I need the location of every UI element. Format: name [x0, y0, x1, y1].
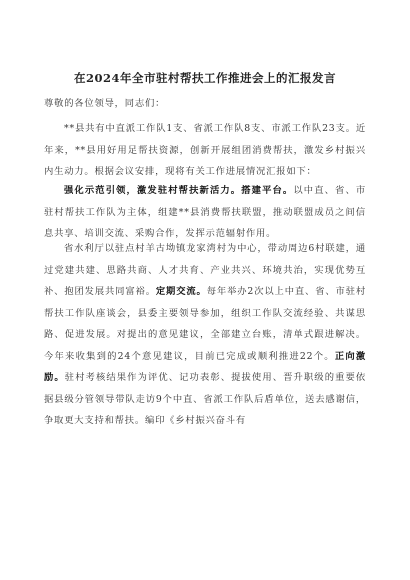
- paragraph-3-heading-positive-incentive: 正向激励。: [44, 350, 366, 383]
- paragraph-3-text-1: 省水利厅以驻点村羊古坳镇龙家湾村为中心，带动周边6村联建，通过党建共建、思路共商、人才共育、产业共兴、环境共治，实现优势互补、抱团发展共同富裕。: [44, 243, 366, 297]
- document-title: 在2024年全市驻村帮扶工作推进会上的汇报发言: [73, 71, 336, 85]
- salutation: 尊敬的各位领导，同志们：: [44, 98, 166, 109]
- paragraph-2-lead: 强化示范引领，激发驻村帮扶新活力。搭建平台。: [64, 185, 294, 196]
- paragraph-3-text-2: 每年举办2次以上中直、省、市驻村帮扶工作队座谈会，县委主要领导参加，组织工作队交流经验、共谋思路、促进发展。对提出的意见建议，全部建立台账，清单式跟进解决。今年来收集到的24个意见建议，目前已完成或顺利推进22个。: [44, 286, 366, 362]
- paragraph-3: [44, 238, 366, 432]
- paragraph-1: **县共有中直派工作队1支、省派工作队8支、市派工作队23支。近年来，**县用好用足帮扶资源，创新开展组团消费帮扶，激发乡村振兴内生动力。根据会议安排，现将有关工作进展情况汇报如下：: [44, 123, 366, 177]
- paragraph-3-heading-regular-exchange: 定期交流。: [155, 286, 207, 297]
- paragraph-2-body: 以中直、省、市驻村帮扶工作队为主体，组建**县消费帮扶联盟，推动联盟成员之间信息共享、培训交流、采购合作，发挥示范辐射作用。: [44, 185, 366, 239]
- paragraph-2: [44, 180, 366, 245]
- paragraph-3-text-3: 驻村考核结果作为评优、记功表彰、提拔使用、晋升职级的重要依据县级分管领导带队走访9个中直、省派工作队后盾单位，送去感谢信，争取更大支持和帮扶。编印《乡村振兴奋斗有: [44, 372, 366, 426]
